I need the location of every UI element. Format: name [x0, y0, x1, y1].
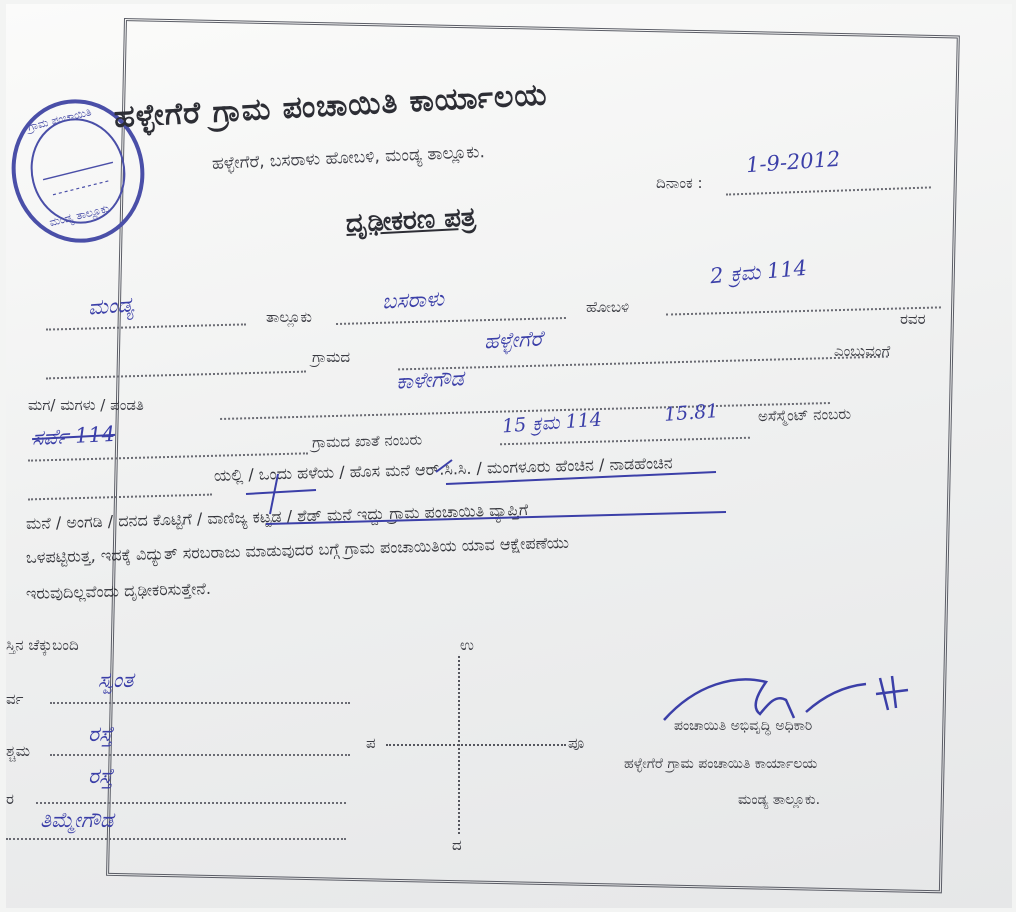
body-line-2: ಮನೆ / ಅಂಗಡಿ / ದನದ ಕೊಟ್ಟಿಗೆ / ವಾಣಿಜ್ಯ ಕಟ್ಟಡ / ಶೆಡ್ ಮನೆ ಇದ್ದು ಗ್ರಾಮ ಪಂಚಾಯಿತಿ ವ್ಯಾಪ್ತಿಗೆ — [25, 499, 529, 533]
west-label: ಶ್ಚಮ — [6, 742, 30, 760]
of-label: ರವರ — [900, 310, 926, 328]
assessment-label: ಅಸೆಸ್ಮೆಂಟ್ ನಂಬರು — [757, 404, 852, 426]
diagram-horizontal-line — [386, 744, 566, 746]
north-label: ರ — [6, 790, 14, 808]
officer-taluk: ಮಂಡ್ಯ ತಾಲ್ಲೂಕು. — [738, 792, 821, 808]
south-value: ತಿಮ್ಮೇಗೌಡ — [40, 808, 114, 832]
khata-value-2: 15.81 — [663, 400, 720, 426]
khata-label: ಗ್ರಾಮದ ಖಾತೆ ನಂಬರು — [311, 430, 423, 452]
north-line — [36, 802, 346, 804]
certificate-paper — [6, 4, 1012, 908]
relation-label: ಮಗ/ ಮಗಳು / ಪಂಡತಿ — [28, 396, 144, 414]
district-value: ಮಂಡ್ಯ — [87, 292, 135, 320]
taluk-value: ಬಸರಾಳು — [381, 286, 445, 314]
village-value: ಹಳ್ಳೇಗೆರೆ — [483, 326, 543, 354]
office-address: ಹಳ್ಳೇಗೆರೆ, ಬಸರಾಳು ಹೋಬಳಿ, ಮಂಡ್ಯ ತಾಲ್ಲೂಕು. — [211, 142, 486, 174]
east-label: ರ್ವ — [6, 690, 24, 708]
person-value: ಕಾಳೇಗೌಡ — [395, 366, 465, 394]
north-value: ರಸ್ತೆ — [88, 764, 113, 788]
hobli-label: ಹೋಬಳಿ — [586, 298, 630, 316]
west-value: ರಸ್ತೆ — [88, 722, 113, 746]
taluk-label: ತಾಲ್ಲೂಕು — [266, 308, 312, 326]
body-line-4: ಇರುವುದಿಲ್ಲವೆಂದು ದೃಢೀಕರಿಸುತ್ತೇನೆ. — [25, 578, 212, 603]
boundaries-heading: ಸ್ತಿನ ಚೆಕ್ಕುಬಂದಿ — [6, 636, 79, 654]
document-title: ದೃಢೀಕರಣ ಪತ್ರ — [345, 202, 477, 239]
body-line-3: ಒಳಪಟ್ಟಿರುತ್ತ, ಇದಕ್ಕೆ ವಿದ್ಯುತ್ ಸರಬರಾಜು ಮಾಡುವುದರ ಬಗ್ಗೆ ಗ್ರಾಮ ಪಂಚಾಯಿತಿಯ ಯಾವ ಆಕ್ಷೇಪಣೆಯು — [25, 532, 570, 567]
east-value: ಸ್ವಂತ — [98, 668, 134, 692]
east-line — [50, 702, 350, 704]
officer-office: ಹಳ್ಳೇಗೆರೆ ಗ್ರಾಮ ಪಂಚಾಯಿತಿ ಕಾರ್ಯಾಲಯ — [624, 756, 818, 772]
officer-designation: ಪಂಚಾಯಿತಿ ಅಭಿವೃದ್ಧಿ ಅಧಿಕಾರಿ — [674, 718, 813, 734]
seal-ring-text: ಗ್ರಾಮ ಪಂಚಾಯಿತಿ — [26, 105, 93, 134]
west-line — [50, 754, 350, 756]
date-value: 1-9-2012 — [745, 146, 842, 178]
office-title: ಹಳ್ಳೇಗೆರೆ ಗ್ರಾಮ ಪಂಚಾಯಿತಿ ಕಾರ್ಯಾಲಯ — [113, 77, 549, 135]
diagram-south: ದ — [452, 836, 462, 854]
named-label: ಎಂಬುವಂಗೆ — [834, 342, 891, 360]
body-line-1: ಯಲ್ಲಿ / ಒಂದು ಹಳೆಯ / ಹೊಸ ಮನೆ ಆರ್.ಸಿ.ಸಿ. / ಮಂಗಳೂರು ಹೆಂಚಿನ / ನಾಡಹೆಂಚಿನ — [213, 453, 673, 485]
diagram-east: ಪೂ — [568, 734, 585, 752]
survey-value: ಸರ್ವೆ 114 — [31, 421, 116, 451]
village-label: ಗ್ರಾಮದ — [312, 348, 351, 366]
strike-marks — [206, 454, 806, 534]
khata-value: 15 ಕ್ರಮ 114 — [501, 408, 603, 438]
diagram-west: ಪ — [366, 734, 376, 752]
date-label: ದಿನಾಂಕ : — [656, 174, 703, 192]
diagram-north: ಉ — [460, 636, 474, 654]
seal-bottom-text: ಮಂಡ್ಯ ತಾಲ್ಲೂಕು — [48, 201, 111, 230]
hobli-value: 2 ಕ್ರಮ 114 — [709, 255, 808, 289]
south-line — [6, 838, 346, 840]
